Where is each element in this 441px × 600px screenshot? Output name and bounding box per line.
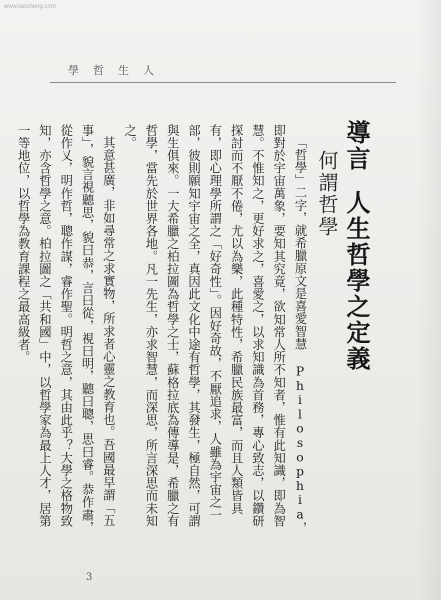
page-number: 3 xyxy=(86,572,93,583)
chapter-title-lead: 導言 xyxy=(342,120,371,172)
chapter-title xyxy=(342,120,371,372)
page-gutter-shadow xyxy=(417,0,441,600)
running-header-char: 學 xyxy=(68,64,83,77)
chapter-title-tail: 人生哲學之定義 xyxy=(342,190,371,372)
running-header-char: 生 xyxy=(118,64,133,77)
running-header-char: 人 xyxy=(143,64,158,77)
section-subtitle: 何謂哲學 xyxy=(315,150,339,238)
paragraph: 「哲學」二字，就希臘原文是喜愛智慧 Philosophia，即對於宇宙萬象，要知其究竟，欲知常人所不知者，惟有此知識，即為智慧。不惟知之，更好求之，喜愛之，以求知識為首務，專心致志，以鑽研探討而不厭不倦，尤以為樂，此種特性，希臘民族最富，而且人類皆具有，即心理學所謂之「好奇性」。因好奇故，不厭追求，人雖為宇宙之一部，彼則願知宇宙之全，真因此文化中途有哲學，其發生，極自然，可謂與生俱來。一大希臘之柏拉圖為哲學之士，蘇格拉底為傳導是，希臘之有哲學，當先於世界各地。凡一先生，亦求智慧，而深思，所言深思而未知之。 xyxy=(122,124,307,535)
watermark: www.laosheng.com xyxy=(4,4,56,10)
paragraph: 其意甚廣，非如尋常之求實物，所求者心靈之教育也。吾國最早謂「五事」，貌言視聽思，貌曰恭，言曰從，視曰明，聽曰聰，思曰睿。恭作肅，從作乂，明作哲，聰作謀，睿作聖。明哲之意，其由此乎？大學之格物致知，亦含哲學之意。柏拉圖之「共和國」中，以哲學家為最上人才，居第一等地位，以哲學為教育課程之最高級者。 xyxy=(16,124,116,534)
running-header-char: 哲 xyxy=(93,64,108,77)
running-header xyxy=(68,62,158,78)
body-text xyxy=(16,124,310,539)
header-rule xyxy=(50,82,396,83)
